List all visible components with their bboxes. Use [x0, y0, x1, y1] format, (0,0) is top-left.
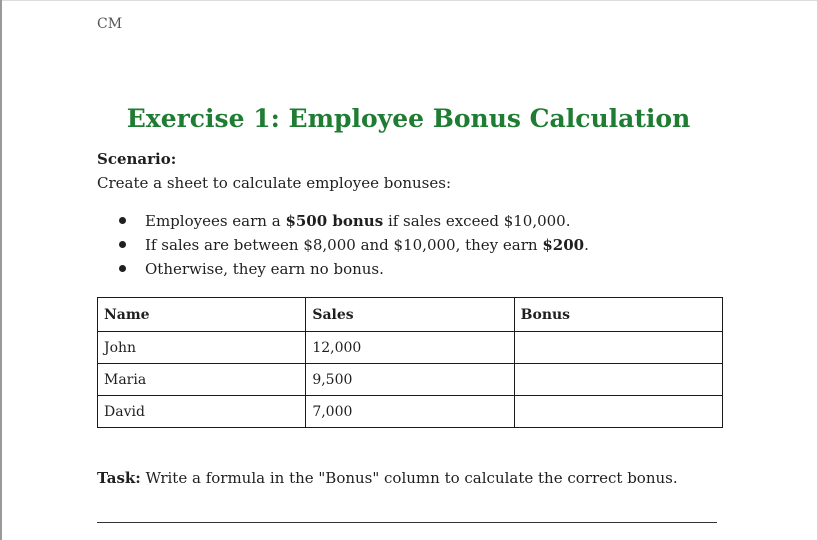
task-instruction — [97, 469, 678, 487]
list-item — [97, 235, 589, 259]
employee-table — [97, 297, 723, 428]
page-title: Exercise 1: Employee Bonus Calculation — [126, 104, 691, 133]
rule-text-after: if sales exceed $10,000. — [383, 212, 571, 230]
answer-line[interactable] — [97, 522, 717, 523]
cell-sales[interactable]: 7,000 — [306, 396, 514, 428]
bullet-icon — [119, 217, 126, 224]
cell-bonus[interactable] — [514, 396, 722, 428]
scenario-heading: Scenario: — [97, 150, 177, 168]
table-row — [98, 332, 723, 364]
bullet-icon — [119, 265, 126, 272]
page-top-edge — [0, 0, 817, 1]
scenario-intro: Create a sheet to calculate employee bonuses: — [97, 174, 452, 192]
cell-name[interactable]: John — [98, 332, 306, 364]
rule-text-before: Employees earn a — [145, 212, 286, 230]
column-header-name[interactable]: Name — [98, 298, 306, 332]
task-label: Task: — [97, 469, 141, 487]
column-header-bonus[interactable]: Bonus — [514, 298, 722, 332]
cell-sales[interactable]: 12,000 — [306, 332, 514, 364]
rule-text-before: Otherwise, they earn no bonus. — [145, 260, 384, 278]
cell-bonus[interactable] — [514, 332, 722, 364]
table-row — [98, 396, 723, 428]
header-initials: CM — [97, 16, 123, 32]
table-header-row — [98, 298, 723, 332]
rule-text-before: If sales are between $8,000 and $10,000, they earn — [145, 236, 543, 254]
list-item — [97, 211, 589, 235]
task-text: Write a formula in the "Bonus" column to calculate the correct bonus. — [140, 469, 678, 487]
rule-text-bold: $200 — [542, 236, 585, 254]
cell-name[interactable]: David — [98, 396, 306, 428]
page-left-edge — [0, 0, 2, 540]
bullet-icon — [119, 241, 126, 248]
list-item — [97, 259, 589, 283]
column-header-sales[interactable]: Sales — [306, 298, 514, 332]
rule-text-after: . — [584, 236, 589, 254]
cell-sales[interactable]: 9,500 — [306, 364, 514, 396]
cell-name[interactable]: Maria — [98, 364, 306, 396]
rules-list — [97, 211, 589, 283]
table-row — [98, 364, 723, 396]
rule-text-bold: $500 bonus — [285, 212, 384, 230]
cell-bonus[interactable] — [514, 364, 722, 396]
